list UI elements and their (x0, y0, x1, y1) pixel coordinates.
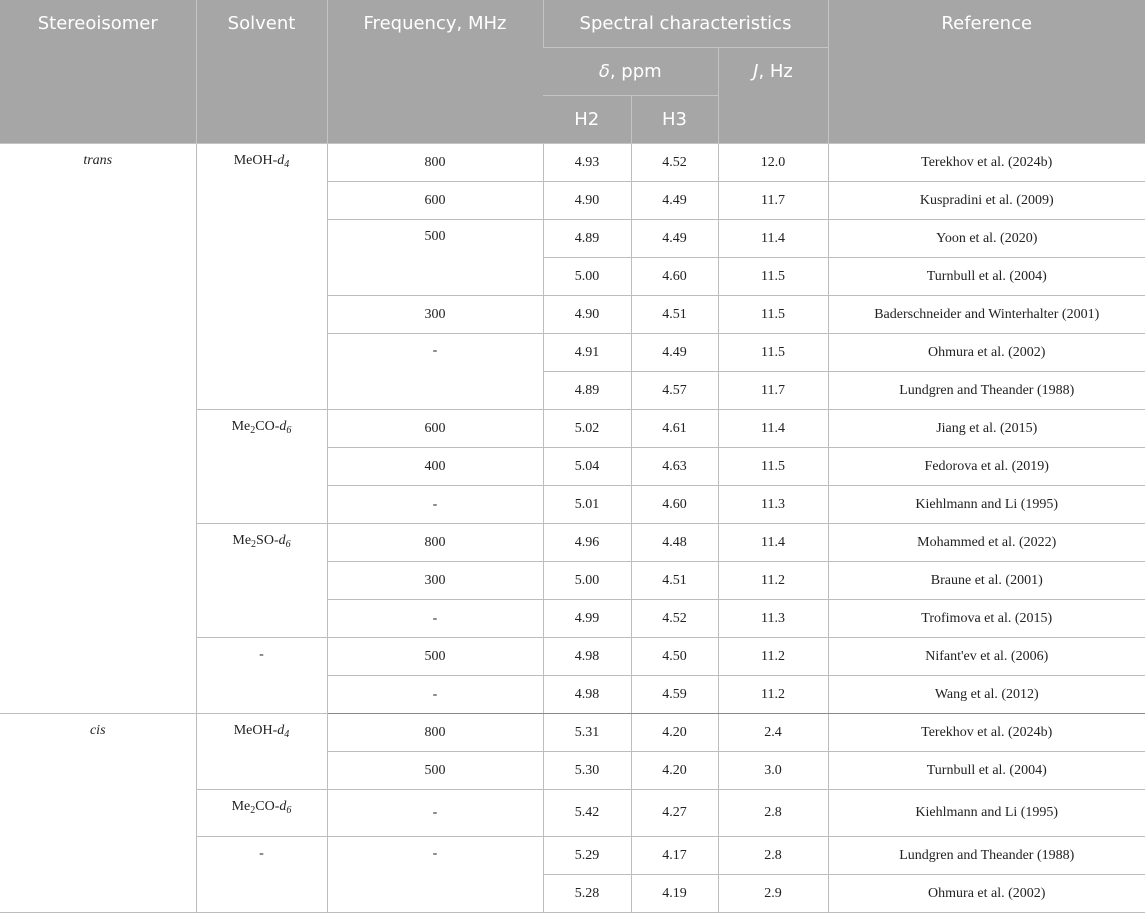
h2-shift-cell: 5.00 (543, 258, 631, 296)
h3-shift-cell: 4.60 (631, 486, 718, 524)
h2-shift-cell: 4.96 (543, 524, 631, 562)
h2-shift-cell: 5.02 (543, 410, 631, 448)
reference-cell: Terekhov et al. (2024b) (828, 714, 1145, 752)
frequency-cell: 300 (327, 562, 543, 600)
h2-shift-cell: 5.30 (543, 752, 631, 790)
j-cell: 11.5 (718, 296, 828, 334)
j-cell: 12.0 (718, 144, 828, 182)
h3-shift-cell: 4.50 (631, 638, 718, 676)
h3-shift-cell: 4.20 (631, 714, 718, 752)
h3-shift-cell: 4.49 (631, 182, 718, 220)
h2-shift-cell: 5.31 (543, 714, 631, 752)
frequency-cell: 500 (327, 220, 543, 296)
reference-cell: Turnbull et al. (2004) (828, 258, 1145, 296)
frequency-cell: - (327, 486, 543, 524)
frequency-cell: 800 (327, 144, 543, 182)
h3-shift-cell: 4.17 (631, 837, 718, 875)
stereoisomer-label: trans (83, 153, 113, 168)
j-cell: 11.2 (718, 562, 828, 600)
j-cell: 11.4 (718, 410, 828, 448)
h3-shift-cell: 4.57 (631, 372, 718, 410)
j-cell: 2.8 (718, 837, 828, 875)
header-reference: Reference (828, 0, 1145, 144)
h2-shift-cell: 4.93 (543, 144, 631, 182)
frequency-cell: 400 (327, 448, 543, 486)
h2-shift-cell: 4.89 (543, 372, 631, 410)
header-chemical-shift (543, 48, 718, 96)
delta-unit: , ppm (609, 61, 662, 82)
h2-shift-cell: 4.90 (543, 182, 631, 220)
reference-cell: Lundgren and Theander (1988) (828, 837, 1145, 875)
j-cell: 11.5 (718, 334, 828, 372)
j-cell: 11.3 (718, 600, 828, 638)
header-coupling-constant (718, 48, 828, 144)
frequency-cell: 800 (327, 714, 543, 752)
table-body (0, 144, 1145, 913)
h3-shift-cell: 4.49 (631, 220, 718, 258)
delta-symbol: δ (598, 61, 610, 82)
reference-cell: Ohmura et al. (2002) (828, 875, 1145, 913)
reference-cell: Kiehlmann and Li (1995) (828, 790, 1145, 837)
h3-shift-cell: 4.48 (631, 524, 718, 562)
reference-cell: Yoon et al. (2020) (828, 220, 1145, 258)
j-cell: 3.0 (718, 752, 828, 790)
h2-shift-cell: 4.89 (543, 220, 631, 258)
solvent-meoh-d4: MeOH-$d_4$ (196, 714, 327, 790)
h2-shift-cell: 4.98 (543, 676, 631, 714)
header-frequency: Frequency, MHz (327, 0, 543, 144)
frequency-cell: 300 (327, 296, 543, 334)
stereoisomer-label: cis (89, 723, 106, 738)
reference-cell: Ohmura et al. (2002) (828, 334, 1145, 372)
header-h2: H2 (543, 96, 631, 144)
j-unit: , Hz (758, 61, 793, 82)
j-cell: 11.7 (718, 372, 828, 410)
solvent-unspecified: - (196, 837, 327, 913)
header-h3: H3 (631, 96, 718, 144)
j-cell: 11.4 (718, 220, 828, 258)
j-cell: 11.4 (718, 524, 828, 562)
h3-shift-cell: 4.27 (631, 790, 718, 837)
solvent-unspecified: - (196, 638, 327, 714)
header-solvent: Solvent (196, 0, 327, 144)
h3-shift-cell: 4.59 (631, 676, 718, 714)
reference-cell: Wang et al. (2012) (828, 676, 1145, 714)
table-row (0, 714, 1145, 752)
reference-cell: Turnbull et al. (2004) (828, 752, 1145, 790)
stereoisomer-cis (0, 714, 196, 913)
table-header (0, 0, 1145, 144)
solvent-me2co-d6: $Me_2CO-d_6$ (196, 410, 327, 524)
j-cell: 2.4 (718, 714, 828, 752)
frequency-cell: 600 (327, 410, 543, 448)
frequency-cell: 500 (327, 638, 543, 676)
h2-shift-cell: 5.28 (543, 875, 631, 913)
reference-cell: Braune et al. (2001) (828, 562, 1145, 600)
frequency-cell: - (327, 334, 543, 410)
reference-cell: Kuspradini et al. (2009) (828, 182, 1145, 220)
h2-shift-cell: 4.99 (543, 600, 631, 638)
frequency-cell: 500 (327, 752, 543, 790)
reference-cell: Trofimova et al. (2015) (828, 600, 1145, 638)
j-cell: 2.9 (718, 875, 828, 913)
j-cell: 2.8 (718, 790, 828, 837)
frequency-cell: - (327, 790, 543, 837)
h2-shift-cell: 4.90 (543, 296, 631, 334)
h3-shift-cell: 4.19 (631, 875, 718, 913)
h2-shift-cell: 4.98 (543, 638, 631, 676)
h2-shift-cell: 5.42 (543, 790, 631, 837)
h3-shift-cell: 4.63 (631, 448, 718, 486)
reference-cell: Mohammed et al. (2022) (828, 524, 1145, 562)
h2-shift-cell: 5.04 (543, 448, 631, 486)
frequency-cell: - (327, 837, 543, 913)
j-cell: 11.2 (718, 676, 828, 714)
frequency-cell: - (327, 600, 543, 638)
header-stereoisomer: Stereoisomer (0, 0, 196, 144)
reference-cell: Nifant'ev et al. (2006) (828, 638, 1145, 676)
h3-shift-cell: 4.52 (631, 600, 718, 638)
frequency-cell: - (327, 676, 543, 714)
table-row (0, 144, 1145, 182)
j-cell: 11.3 (718, 486, 828, 524)
solvent-me2so-d6: $Me_2SO-d_6$ (196, 524, 327, 638)
h3-shift-cell: 4.52 (631, 144, 718, 182)
j-cell: 11.2 (718, 638, 828, 676)
solvent-me2co-d6: $Me_2CO-d_6$ (196, 790, 327, 837)
j-cell: 11.5 (718, 448, 828, 486)
h2-shift-cell: 5.29 (543, 837, 631, 875)
reference-cell: Fedorova et al. (2019) (828, 448, 1145, 486)
stereoisomer-trans (0, 144, 196, 714)
h3-shift-cell: 4.51 (631, 562, 718, 600)
h2-shift-cell: 4.91 (543, 334, 631, 372)
j-cell: 11.7 (718, 182, 828, 220)
reference-cell: Lundgren and Theander (1988) (828, 372, 1145, 410)
solvent-meoh-d4: MeOH-$d_4$ (196, 144, 327, 410)
reference-cell: Terekhov et al. (2024b) (828, 144, 1145, 182)
h3-shift-cell: 4.60 (631, 258, 718, 296)
reference-cell: Kiehlmann and Li (1995) (828, 486, 1145, 524)
j-symbol: J (753, 61, 759, 82)
h2-shift-cell: 5.01 (543, 486, 631, 524)
h2-shift-cell: 5.00 (543, 562, 631, 600)
h3-shift-cell: 4.20 (631, 752, 718, 790)
h3-shift-cell: 4.51 (631, 296, 718, 334)
h3-shift-cell: 4.61 (631, 410, 718, 448)
h3-shift-cell: 4.49 (631, 334, 718, 372)
reference-cell: Baderschneider and Winterhalter (2001) (828, 296, 1145, 334)
header-spectral-characteristics: Spectral characteristics (543, 0, 828, 48)
frequency-cell: 800 (327, 524, 543, 562)
frequency-cell: 600 (327, 182, 543, 220)
reference-cell: Jiang et al. (2015) (828, 410, 1145, 448)
j-cell: 11.5 (718, 258, 828, 296)
